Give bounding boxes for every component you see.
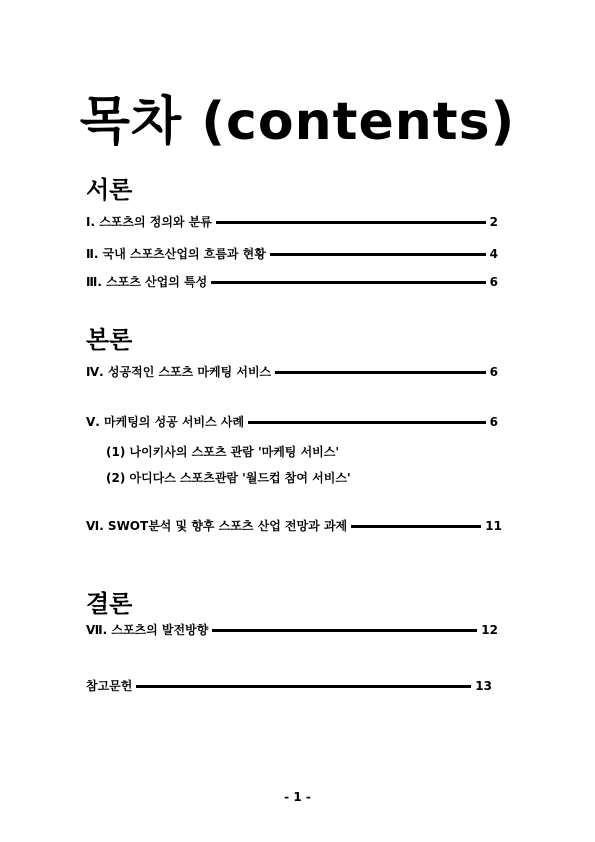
toc-entry-label: Ⅴ. 마케팅의 성공 서비스 사례 — [86, 415, 245, 429]
toc-subentry-2[interactable]: (2) 아디다스 스포츠관람 '월드컵 참여 서비스' — [106, 471, 351, 485]
toc-entry-5[interactable] — [86, 414, 498, 430]
toc-entry-label: Ⅵ. SWOT분석 및 향후 스포츠 산업 전망과 과제 — [86, 519, 348, 533]
toc-entry-label: Ⅶ. 스포츠의 발전방향 — [86, 623, 209, 637]
page-number-footer: - 1 - — [284, 790, 311, 804]
toc-page-number: 12 — [481, 623, 498, 637]
toc-page-number: 13 — [475, 679, 492, 693]
section-heading-body: 본론 — [86, 326, 133, 354]
toc-entry-label: Ⅱ. 국내 스포츠산업의 흐름과 현황 — [86, 247, 266, 261]
toc-entry-label: Ⅳ. 성공적인 스포츠 마케팅 서비스 — [86, 365, 272, 379]
toc-page-number: 6 — [489, 365, 498, 379]
toc-page-number: 2 — [489, 215, 498, 229]
toc-leader-line — [270, 253, 486, 256]
toc-entry-3[interactable] — [86, 274, 498, 290]
section-heading-conclusion: 결론 — [86, 590, 133, 618]
toc-entry-label: Ⅰ. 스포츠의 정의와 분류 — [86, 215, 212, 229]
toc-entry-2[interactable] — [86, 246, 498, 262]
toc-entry-4[interactable] — [86, 364, 498, 380]
toc-entry-6[interactable] — [86, 518, 502, 534]
toc-leader-line — [211, 281, 485, 284]
toc-leader-line — [212, 629, 477, 632]
toc-entry-7[interactable] — [86, 622, 498, 638]
toc-entry-label: 참고문헌 — [86, 679, 133, 693]
toc-page-number: 11 — [485, 519, 502, 533]
toc-leader-line — [248, 421, 486, 424]
toc-leader-line — [216, 221, 486, 224]
toc-leader-line — [351, 525, 481, 528]
toc-leader-line — [275, 371, 485, 374]
page-title: 목차 (contents) — [79, 92, 516, 152]
toc-entry-references[interactable] — [86, 678, 492, 694]
toc-subentry-1[interactable]: (1) 나이키사의 스포츠 관람 '마케팅 서비스' — [106, 445, 340, 459]
toc-page-number: 6 — [489, 415, 498, 429]
toc-page-number: 4 — [489, 247, 498, 261]
toc-page-number: 6 — [489, 275, 498, 289]
toc-entry-label: Ⅲ. 스포츠 산업의 특성 — [86, 275, 208, 289]
section-heading-intro: 서론 — [86, 176, 133, 204]
toc-entry-1[interactable] — [86, 214, 498, 230]
toc-leader-line — [136, 685, 471, 688]
